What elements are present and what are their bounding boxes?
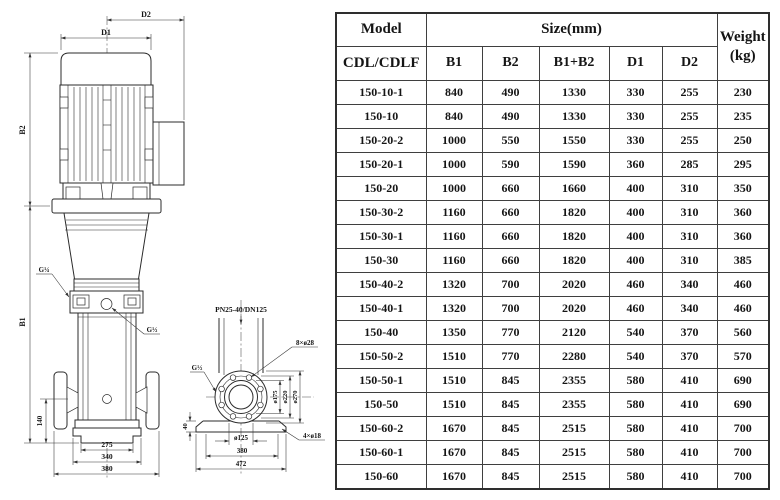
terminal-box <box>153 122 184 185</box>
cell-value: 580 <box>609 392 662 416</box>
callout-side-plug <box>190 364 216 392</box>
dim-40 <box>182 412 196 441</box>
table-row <box>336 392 769 416</box>
cell-value: 310 <box>662 200 717 224</box>
header-model-series: CDL/CDLF <box>336 46 426 80</box>
cell-value: 1670 <box>426 464 482 489</box>
header-d1: D1 <box>609 46 662 80</box>
cell-value: 1590 <box>539 152 609 176</box>
header-b2: B2 <box>482 46 539 80</box>
cell-value: 840 <box>426 104 482 128</box>
flange-spec-label: PN25-40/DN125 <box>215 305 267 314</box>
cell-value: 340 <box>662 296 717 320</box>
cell-value: 2020 <box>539 272 609 296</box>
cell-value: 700 <box>482 296 539 320</box>
cell-value: 580 <box>609 368 662 392</box>
table-row <box>336 152 769 176</box>
cell-value: 235 <box>717 104 769 128</box>
cell-model: 150-20 <box>336 176 426 200</box>
cell-value: 410 <box>662 368 717 392</box>
cell-value: 1820 <box>539 200 609 224</box>
suction-flange <box>54 372 67 429</box>
plug-drain-label: G½ <box>146 326 158 334</box>
cell-value: 255 <box>662 104 717 128</box>
cell-value: 2120 <box>539 320 609 344</box>
dim-label-340: 340 <box>101 452 113 461</box>
cell-value: 460 <box>609 272 662 296</box>
pump-technical-drawing <box>0 0 335 500</box>
cell-value: 295 <box>717 152 769 176</box>
cell-value: 255 <box>662 80 717 104</box>
coupling-guard-left <box>66 187 80 199</box>
table-row <box>336 296 769 320</box>
cell-value: 1000 <box>426 152 482 176</box>
table-row <box>336 80 769 104</box>
cell-value: 1350 <box>426 320 482 344</box>
header-b1: B1 <box>426 46 482 80</box>
dim-label-40: 40 <box>182 423 189 430</box>
dimension-table <box>335 12 770 490</box>
dim-125 <box>215 423 267 445</box>
header-weight <box>717 13 769 80</box>
flange-neck-right <box>136 387 147 413</box>
cell-value: 700 <box>717 440 769 464</box>
table-row <box>336 344 769 368</box>
cell-value: 580 <box>609 440 662 464</box>
cell-value: 540 <box>609 320 662 344</box>
header-size-group: Size(mm) <box>426 13 717 46</box>
dim-label-175: ø175 <box>272 390 279 404</box>
plug-top-label: G¼ <box>38 266 50 274</box>
cell-value: 330 <box>609 104 662 128</box>
cell-value: 1820 <box>539 248 609 272</box>
cell-value: 660 <box>482 200 539 224</box>
table-row <box>336 320 769 344</box>
table-row <box>336 104 769 128</box>
cell-value: 360 <box>717 200 769 224</box>
cell-value: 250 <box>717 128 769 152</box>
callout-bolt-holes <box>251 339 318 377</box>
stage-stack-top <box>74 279 139 291</box>
cell-value: 690 <box>717 392 769 416</box>
cell-value: 580 <box>609 416 662 440</box>
cell-value: 840 <box>426 80 482 104</box>
cell-model: 150-60-1 <box>336 440 426 464</box>
cell-value: 370 <box>662 320 717 344</box>
cell-value: 410 <box>662 464 717 489</box>
dim-label-b2: B2 <box>18 125 27 135</box>
cell-value: 460 <box>717 272 769 296</box>
cell-value: 2280 <box>539 344 609 368</box>
side-view <box>182 300 325 476</box>
cell-value: 1330 <box>539 80 609 104</box>
cell-value: 310 <box>662 248 717 272</box>
cell-value: 660 <box>482 224 539 248</box>
cell-value: 400 <box>609 248 662 272</box>
dim-label-270: ø270 <box>292 390 299 404</box>
head-port-circle <box>101 299 112 310</box>
mounting-plate <box>52 199 161 213</box>
table-row <box>336 464 769 489</box>
cell-value: 490 <box>482 104 539 128</box>
cell-value: 310 <box>662 224 717 248</box>
cell-value: 845 <box>482 416 539 440</box>
cell-value: 1000 <box>426 176 482 200</box>
table-row <box>336 416 769 440</box>
cell-value: 580 <box>609 464 662 489</box>
cell-model: 150-20-1 <box>336 152 426 176</box>
dim-label-380-side: 380 <box>236 447 248 455</box>
base-top <box>75 420 139 428</box>
cell-value: 1330 <box>539 104 609 128</box>
cell-model: 150-30 <box>336 248 426 272</box>
table-row <box>336 200 769 224</box>
side-plug-label: G½ <box>191 364 203 372</box>
cell-value: 845 <box>482 392 539 416</box>
cell-value: 310 <box>662 176 717 200</box>
cell-value: 1510 <box>426 344 482 368</box>
cell-value: 590 <box>482 152 539 176</box>
cell-value: 2355 <box>539 392 609 416</box>
cell-value: 1160 <box>426 224 482 248</box>
cell-model: 150-50-1 <box>336 368 426 392</box>
cell-value: 1160 <box>426 248 482 272</box>
cell-value: 490 <box>482 80 539 104</box>
cell-model: 150-50 <box>336 392 426 416</box>
cell-value: 845 <box>482 464 539 489</box>
cell-model: 150-60-2 <box>336 416 426 440</box>
cell-value: 2020 <box>539 296 609 320</box>
cell-value: 2515 <box>539 440 609 464</box>
bolt-holes-label: 8×ø28 <box>296 339 314 347</box>
dim-label-d1: D1 <box>101 28 111 37</box>
cell-model: 150-30-1 <box>336 224 426 248</box>
table-row <box>336 128 769 152</box>
table-header <box>336 13 769 80</box>
table-row <box>336 176 769 200</box>
cell-model: 150-40-1 <box>336 296 426 320</box>
callout-plug-top <box>36 266 69 297</box>
table-row <box>336 440 769 464</box>
front-view <box>18 10 184 478</box>
cell-value: 2355 <box>539 368 609 392</box>
cell-value: 400 <box>609 176 662 200</box>
cell-value: 700 <box>717 416 769 440</box>
cell-value: 330 <box>609 80 662 104</box>
cell-value: 1670 <box>426 416 482 440</box>
dim-label-380: 380 <box>101 464 113 473</box>
cell-model: 150-10-1 <box>336 80 426 104</box>
barrel-port-circle <box>103 395 112 404</box>
cell-value: 285 <box>662 152 717 176</box>
cell-value: 400 <box>609 224 662 248</box>
cell-value: 1670 <box>426 440 482 464</box>
header-d2: D2 <box>662 46 717 80</box>
cell-value: 340 <box>662 272 717 296</box>
cell-value: 845 <box>482 440 539 464</box>
cell-model: 150-60 <box>336 464 426 489</box>
dim-label-d2: D2 <box>141 10 151 19</box>
cell-value: 1320 <box>426 296 482 320</box>
table-row <box>336 248 769 272</box>
cell-model: 150-20-2 <box>336 128 426 152</box>
dim-d1 <box>61 28 151 50</box>
cell-value: 410 <box>662 392 717 416</box>
cell-value: 570 <box>717 344 769 368</box>
cell-model: 150-40 <box>336 320 426 344</box>
dim-label-275: 275 <box>101 440 113 449</box>
header-model: Model <box>336 13 426 46</box>
shaft <box>101 183 113 199</box>
cell-value: 700 <box>717 464 769 489</box>
cell-value: 330 <box>609 128 662 152</box>
cell-value: 1550 <box>539 128 609 152</box>
cell-value: 560 <box>717 320 769 344</box>
cell-value: 1820 <box>539 224 609 248</box>
header-weight-line1: Weight <box>719 29 766 45</box>
cell-value: 255 <box>662 128 717 152</box>
cell-value: 540 <box>609 344 662 368</box>
cell-value: 385 <box>717 248 769 272</box>
cell-model: 150-40-2 <box>336 272 426 296</box>
motor-cap <box>61 53 151 85</box>
dim-label-b1: B1 <box>18 317 27 327</box>
cell-value: 2515 <box>539 464 609 489</box>
dim-label-140: 140 <box>36 415 44 427</box>
table-row <box>336 272 769 296</box>
cell-model: 150-30-2 <box>336 200 426 224</box>
cell-value: 700 <box>482 272 539 296</box>
table-body <box>336 80 769 489</box>
cell-value: 230 <box>717 80 769 104</box>
flange-outer-circle <box>215 371 267 423</box>
cell-value: 1000 <box>426 128 482 152</box>
cell-value: 770 <box>482 344 539 368</box>
dim-label-472: 472 <box>235 460 247 468</box>
cell-value: 845 <box>482 368 539 392</box>
table-row <box>336 224 769 248</box>
cell-value: 1660 <box>539 176 609 200</box>
header-weight-line2: (kg) <box>729 47 756 64</box>
cell-value: 400 <box>609 200 662 224</box>
coupling-guard-right <box>133 187 147 199</box>
head-plug-right <box>128 298 136 305</box>
cell-value: 360 <box>609 152 662 176</box>
cell-value: 1510 <box>426 368 482 392</box>
cell-value: 360 <box>717 224 769 248</box>
cell-value: 1160 <box>426 200 482 224</box>
cell-value: 1510 <box>426 392 482 416</box>
header-b1b2: B1+B2 <box>539 46 609 80</box>
cell-value: 350 <box>717 176 769 200</box>
dim-label-220: ø220 <box>282 390 289 404</box>
dim-b2 <box>18 53 58 206</box>
table-row <box>336 368 769 392</box>
flange-neck-left <box>67 387 78 413</box>
cell-value: 460 <box>609 296 662 320</box>
cell-model: 150-50-2 <box>336 344 426 368</box>
dim-label-125: ø125 <box>234 434 248 442</box>
cell-value: 660 <box>482 248 539 272</box>
cell-value: 460 <box>717 296 769 320</box>
base-holes-label: 4×ø18 <box>303 432 321 440</box>
head-plug-left <box>77 298 85 305</box>
cell-value: 370 <box>662 344 717 368</box>
cell-model: 150-10 <box>336 104 426 128</box>
cell-value: 410 <box>662 440 717 464</box>
cell-value: 770 <box>482 320 539 344</box>
discharge-flange <box>146 372 159 429</box>
cell-value: 2515 <box>539 416 609 440</box>
pump-barrel <box>78 313 136 420</box>
cell-value: 410 <box>662 416 717 440</box>
pump-lantern <box>64 213 149 282</box>
cell-value: 550 <box>482 128 539 152</box>
cell-value: 690 <box>717 368 769 392</box>
cell-value: 660 <box>482 176 539 200</box>
callout-base-holes <box>282 429 325 440</box>
cell-value: 1320 <box>426 272 482 296</box>
